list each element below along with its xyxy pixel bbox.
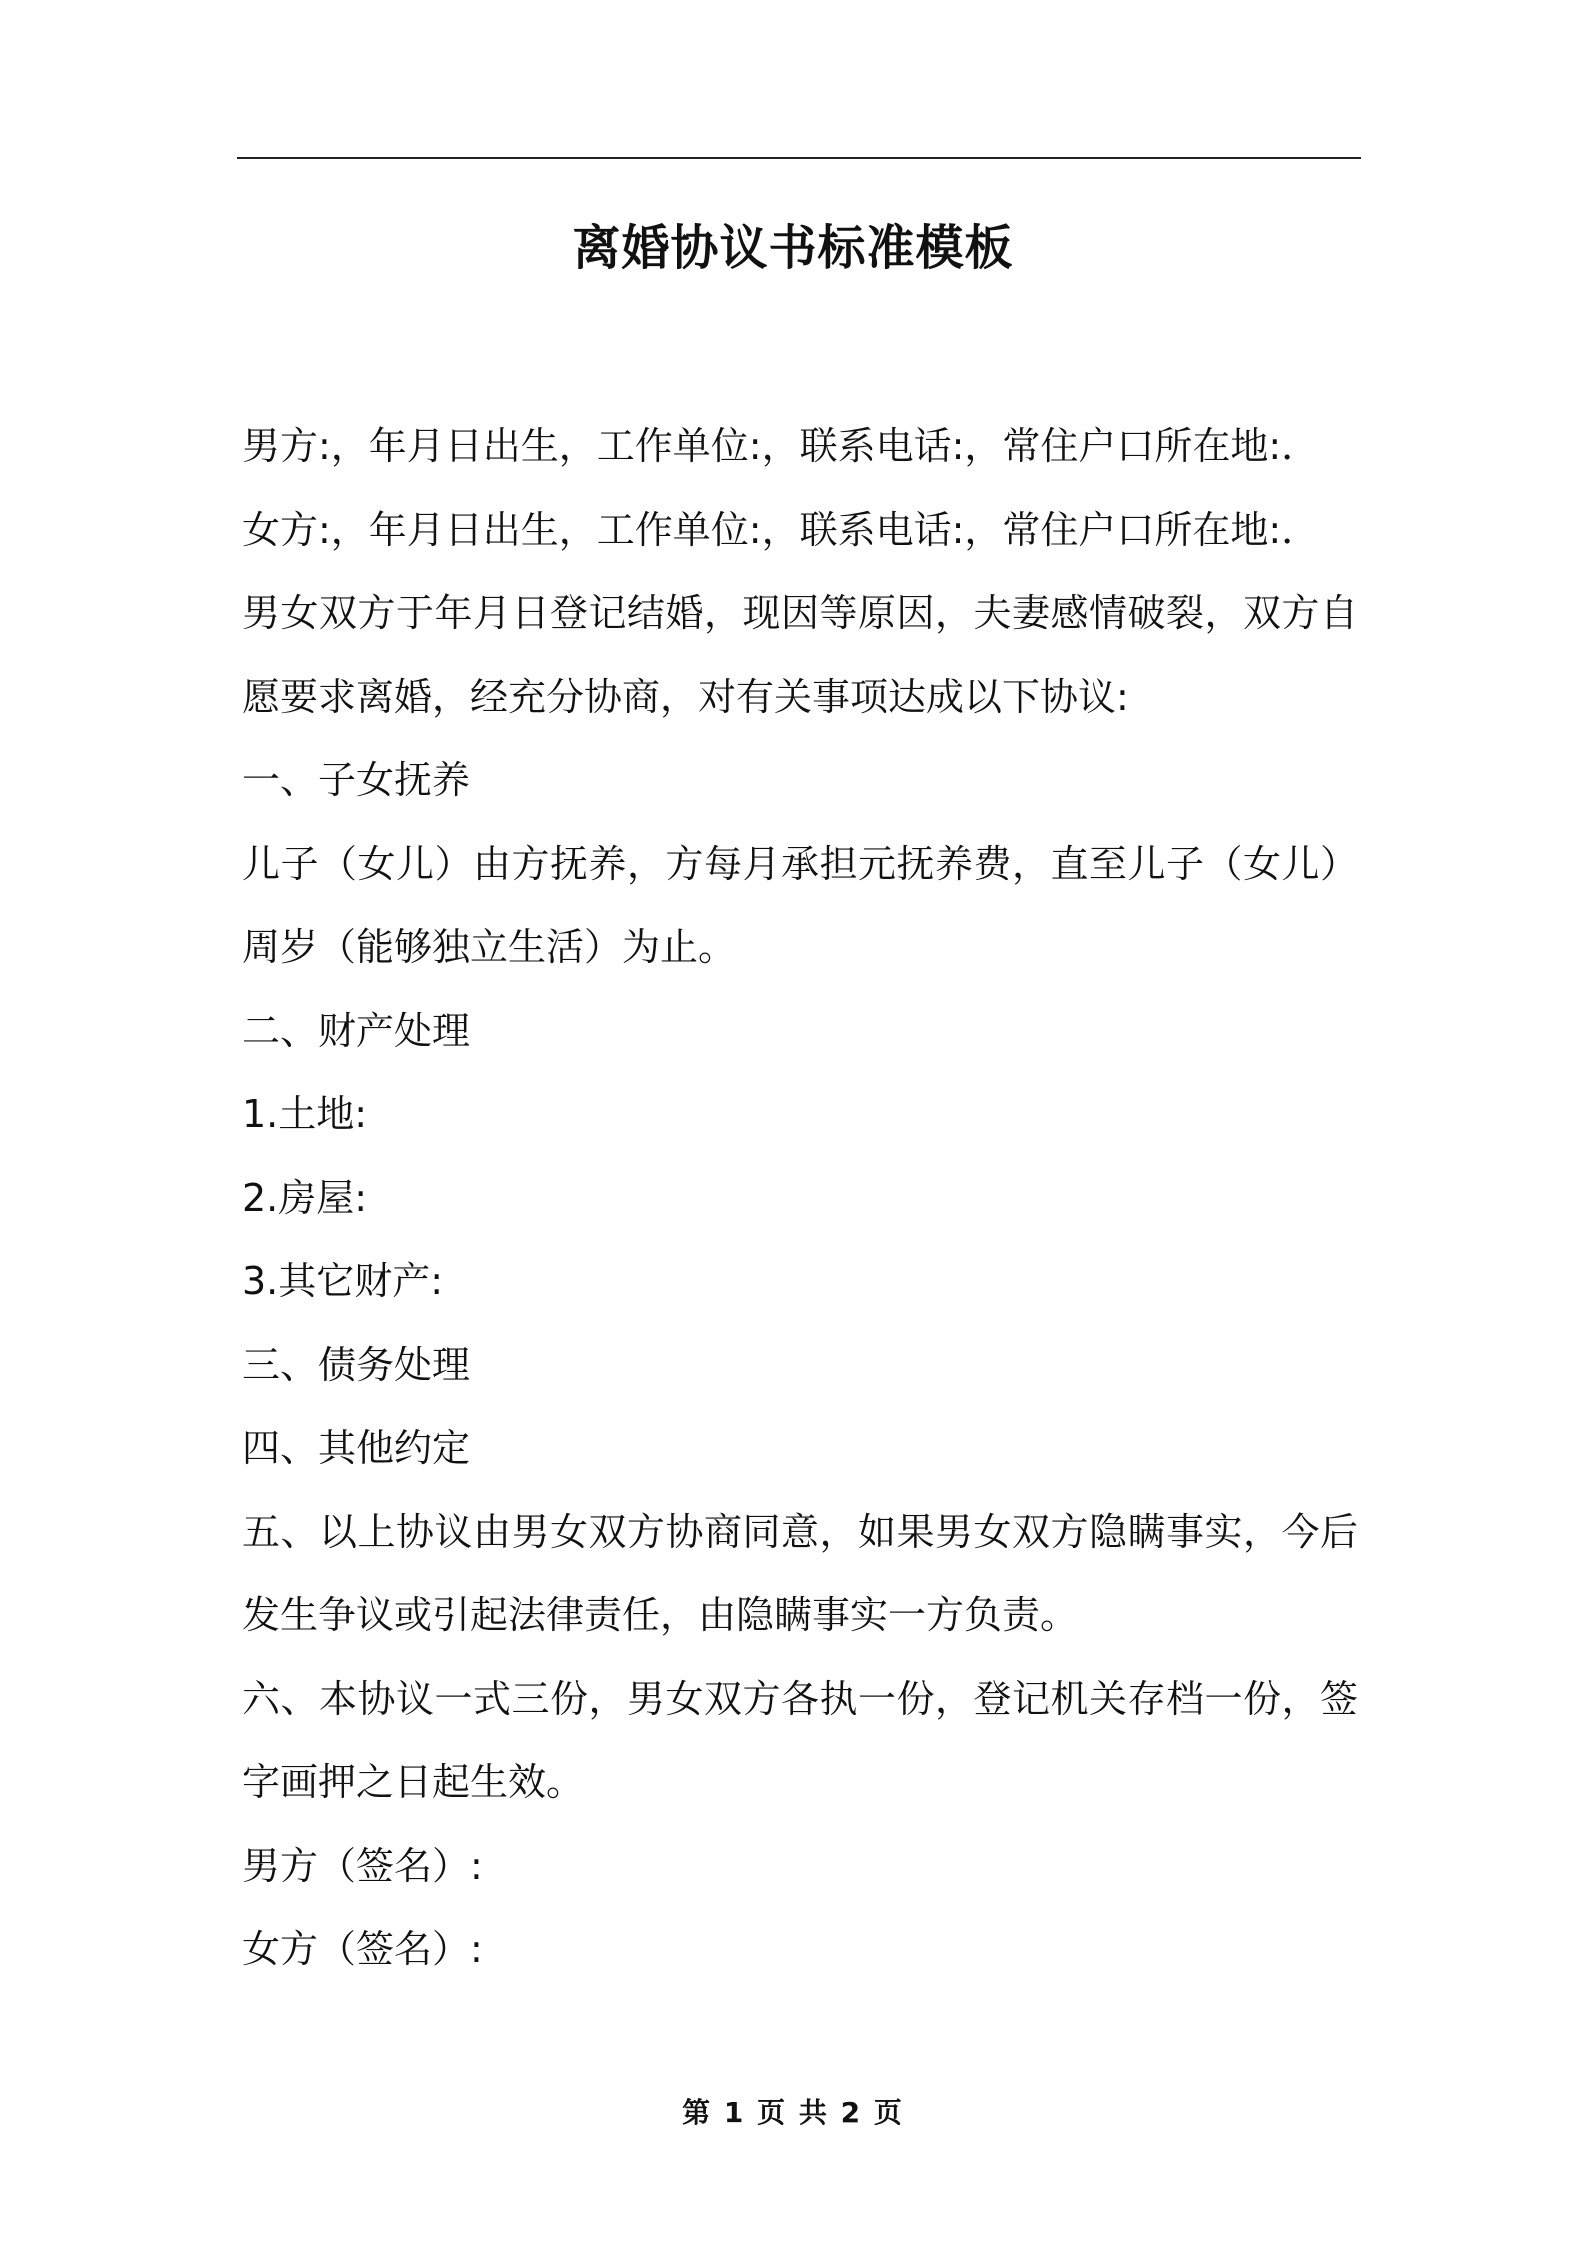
male-signature-line: 男方（签名）: bbox=[242, 1843, 483, 1888]
property-item-other: 3.其它财产: bbox=[242, 1259, 444, 1303]
page-number-footer: 第 1 页 共 2 页 bbox=[682, 2096, 904, 2129]
female-signature-line: 女方（签名）: bbox=[242, 1927, 483, 1971]
document-title: 离婚协议书标准模板 bbox=[572, 220, 1014, 276]
section-heading-other-terms: 四、其他约定 bbox=[242, 1426, 471, 1470]
agreement-preamble: 男女双方于年月日登记结婚，现因等原因，夫妻感情破裂，双方自愿要求离婚，经充分协商，对有关事项达成以下协议: bbox=[242, 591, 1358, 719]
document-body bbox=[242, 405, 1358, 1992]
property-item-house: 2.房屋: bbox=[242, 1175, 368, 1220]
clause-concealment: 五、以上协议由男女双方协商同意，如果男女双方隐瞒事实，今后发生争议或引起法律责任，由隐瞒事实一方负责。 bbox=[242, 1509, 1358, 1637]
header-rule bbox=[237, 157, 1361, 159]
section-heading-child-custody: 一、子女抚养 bbox=[242, 758, 471, 802]
property-item-land: 1.土地: bbox=[242, 1092, 368, 1136]
child-custody-clause: 儿子（女儿）由方抚养，方每月承担元抚养费，直至儿子（女儿）周岁（能够独立生活）为止。 bbox=[242, 841, 1358, 969]
section-heading-debt: 三、债务处理 bbox=[242, 1342, 471, 1387]
female-party-info: 女方:，年月日出生，工作单位:，联系电话:，常住户口所在地:． bbox=[242, 507, 1320, 552]
male-party-info: 男方:，年月日出生，工作单位:，联系电话:，常住户口所在地:． bbox=[242, 424, 1320, 468]
clause-copies: 六、本协议一式三份，男女双方各执一份，登记机关存档一份，签字画押之日起生效。 bbox=[242, 1676, 1358, 1804]
section-heading-property: 二、财产处理 bbox=[242, 1008, 471, 1053]
